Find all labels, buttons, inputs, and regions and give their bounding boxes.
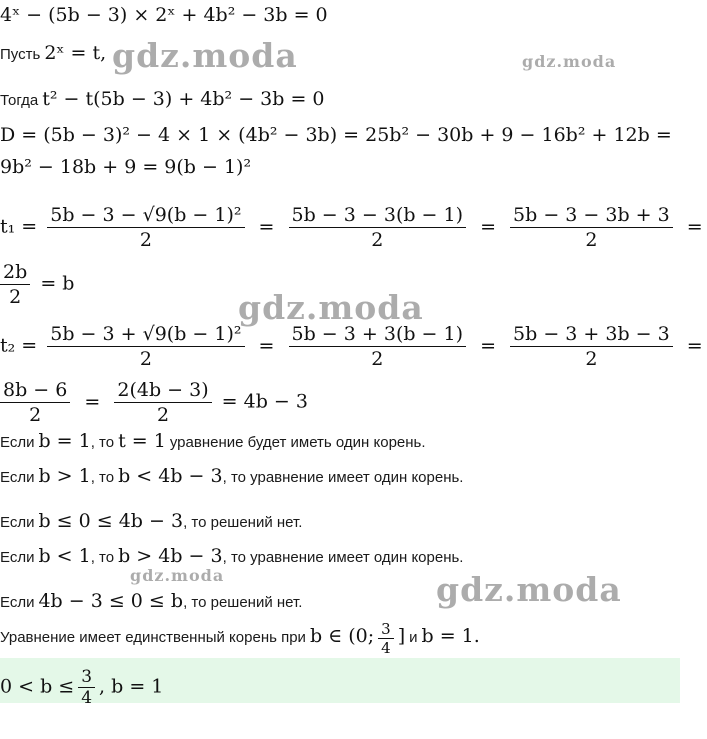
t2-result: = 4b − 3 — [221, 390, 308, 413]
t2-fraction-4: $\frac{8b - 6}{2}$ — [0, 378, 70, 427]
t2-label: t₂ = — [0, 334, 38, 357]
conclusion-fraction: $\frac{3}{4}$ — [378, 620, 394, 657]
t2-result-line: $\frac{8b - 6}{2}$ = $\frac{2(4b - 3)}{2}$ = 4b − 3 — [0, 378, 308, 427]
case-line-3: Если b ≤ 0 ≤ 4b − 3, то решений нет. — [0, 510, 303, 532]
quadratic-equation: t² − t(5b − 3) + 4b² − 3b = 0 — [42, 88, 325, 110]
t1-result-line — [0, 260, 74, 309]
then-label: Тогда — [0, 92, 39, 109]
watermark: gdz.moda — [130, 566, 225, 585]
t2-line: t₂ = $\frac{\text{5b − 3 + √9(b − 1)²}}{2}$ = $\frac{5b - 3 + 3(b - 1)}{2}$ = $\frac{5b - 3 + 3b - 3}{2}$ = — [0, 323, 703, 370]
t1-fraction-2: $\frac{5b - 3 - 3(b - 1)}{2}$ — [289, 203, 467, 252]
answer-content: 0 < b ≤ $\frac{3}{4}$ , b = 1 — [0, 667, 164, 708]
substitution-label: Пусть — [0, 46, 41, 63]
quadratic-line — [0, 88, 325, 110]
t2-fraction-5: $\frac{2(4b - 3)}{2}$ — [114, 378, 211, 427]
watermark: gdz.moda — [522, 52, 617, 71]
substitution-math: 2ˣ = t, — [44, 42, 107, 64]
conclusion-line: Уравнение имеет единственный корень при b ∈ (0; $\frac{3}{4}$ ] и b = 1. — [0, 620, 480, 657]
answer-box — [0, 658, 680, 708]
equation-original: 4ˣ − (5b − 3) × 2ˣ + 4b² − 3b = 0 — [0, 4, 328, 26]
answer-fraction: $\frac{3}{4}$ — [78, 667, 95, 708]
watermark: gdz.moda — [238, 288, 424, 327]
watermark: gdz.moda — [112, 36, 298, 75]
t1-line: t₁ = $\frac{\text{5b − 3 − √9(b − 1)²}}{2}$ = $\frac{5b - 3 - 3(b - 1)}{2}$ = $\frac{5b - 3 - 3b + 3}{2}$ = — [0, 204, 703, 251]
substitution-line — [0, 42, 106, 64]
case-line-2: Если b > 1, то b < 4b − 3, то уравнение имеет один корень. — [0, 465, 464, 487]
t1-label: t₁ = — [0, 215, 38, 238]
discriminant-result-line — [0, 156, 251, 178]
discriminant-expression: D = (5b − 3)² − 4 × 1 × (4b² − 3b) = 25b² − 30b + 9 − 16b² + 12b = — [0, 124, 672, 146]
discriminant-result: 9b² − 18b + 9 = 9(b − 1)² — [0, 156, 252, 178]
case-line-4: Если b < 1, то b > 4b − 3, то уравнение имеет один корень. — [0, 545, 464, 567]
t1-result: = b — [40, 272, 75, 295]
watermark: gdz.moda — [436, 570, 622, 609]
equation-line-1 — [0, 4, 328, 26]
t2-fraction-3: $\frac{5b - 3 + 3b - 3}{2}$ — [510, 322, 673, 371]
t1-fraction-1: $\frac{\text{5b − 3 − √9(b − 1)²}}{2}$ — [47, 203, 244, 252]
discriminant-line — [0, 124, 672, 146]
case-line-5: Если 4b − 3 ≤ 0 ≤ b, то решений нет. — [0, 590, 303, 612]
t1-fraction-4: $\frac{2b}{2}$ — [0, 260, 30, 309]
case-line-1: Если b = 1, то t = 1 уравнение будет иметь один корень. — [0, 430, 426, 452]
t1-fraction-3: $\frac{5b - 3 - 3b + 3}{2}$ — [510, 203, 673, 252]
t2-fraction-1: $\frac{\text{5b − 3 + √9(b − 1)²}}{2}$ — [47, 322, 244, 371]
t2-fraction-2: $\frac{5b - 3 + 3(b - 1)}{2}$ — [289, 322, 467, 371]
